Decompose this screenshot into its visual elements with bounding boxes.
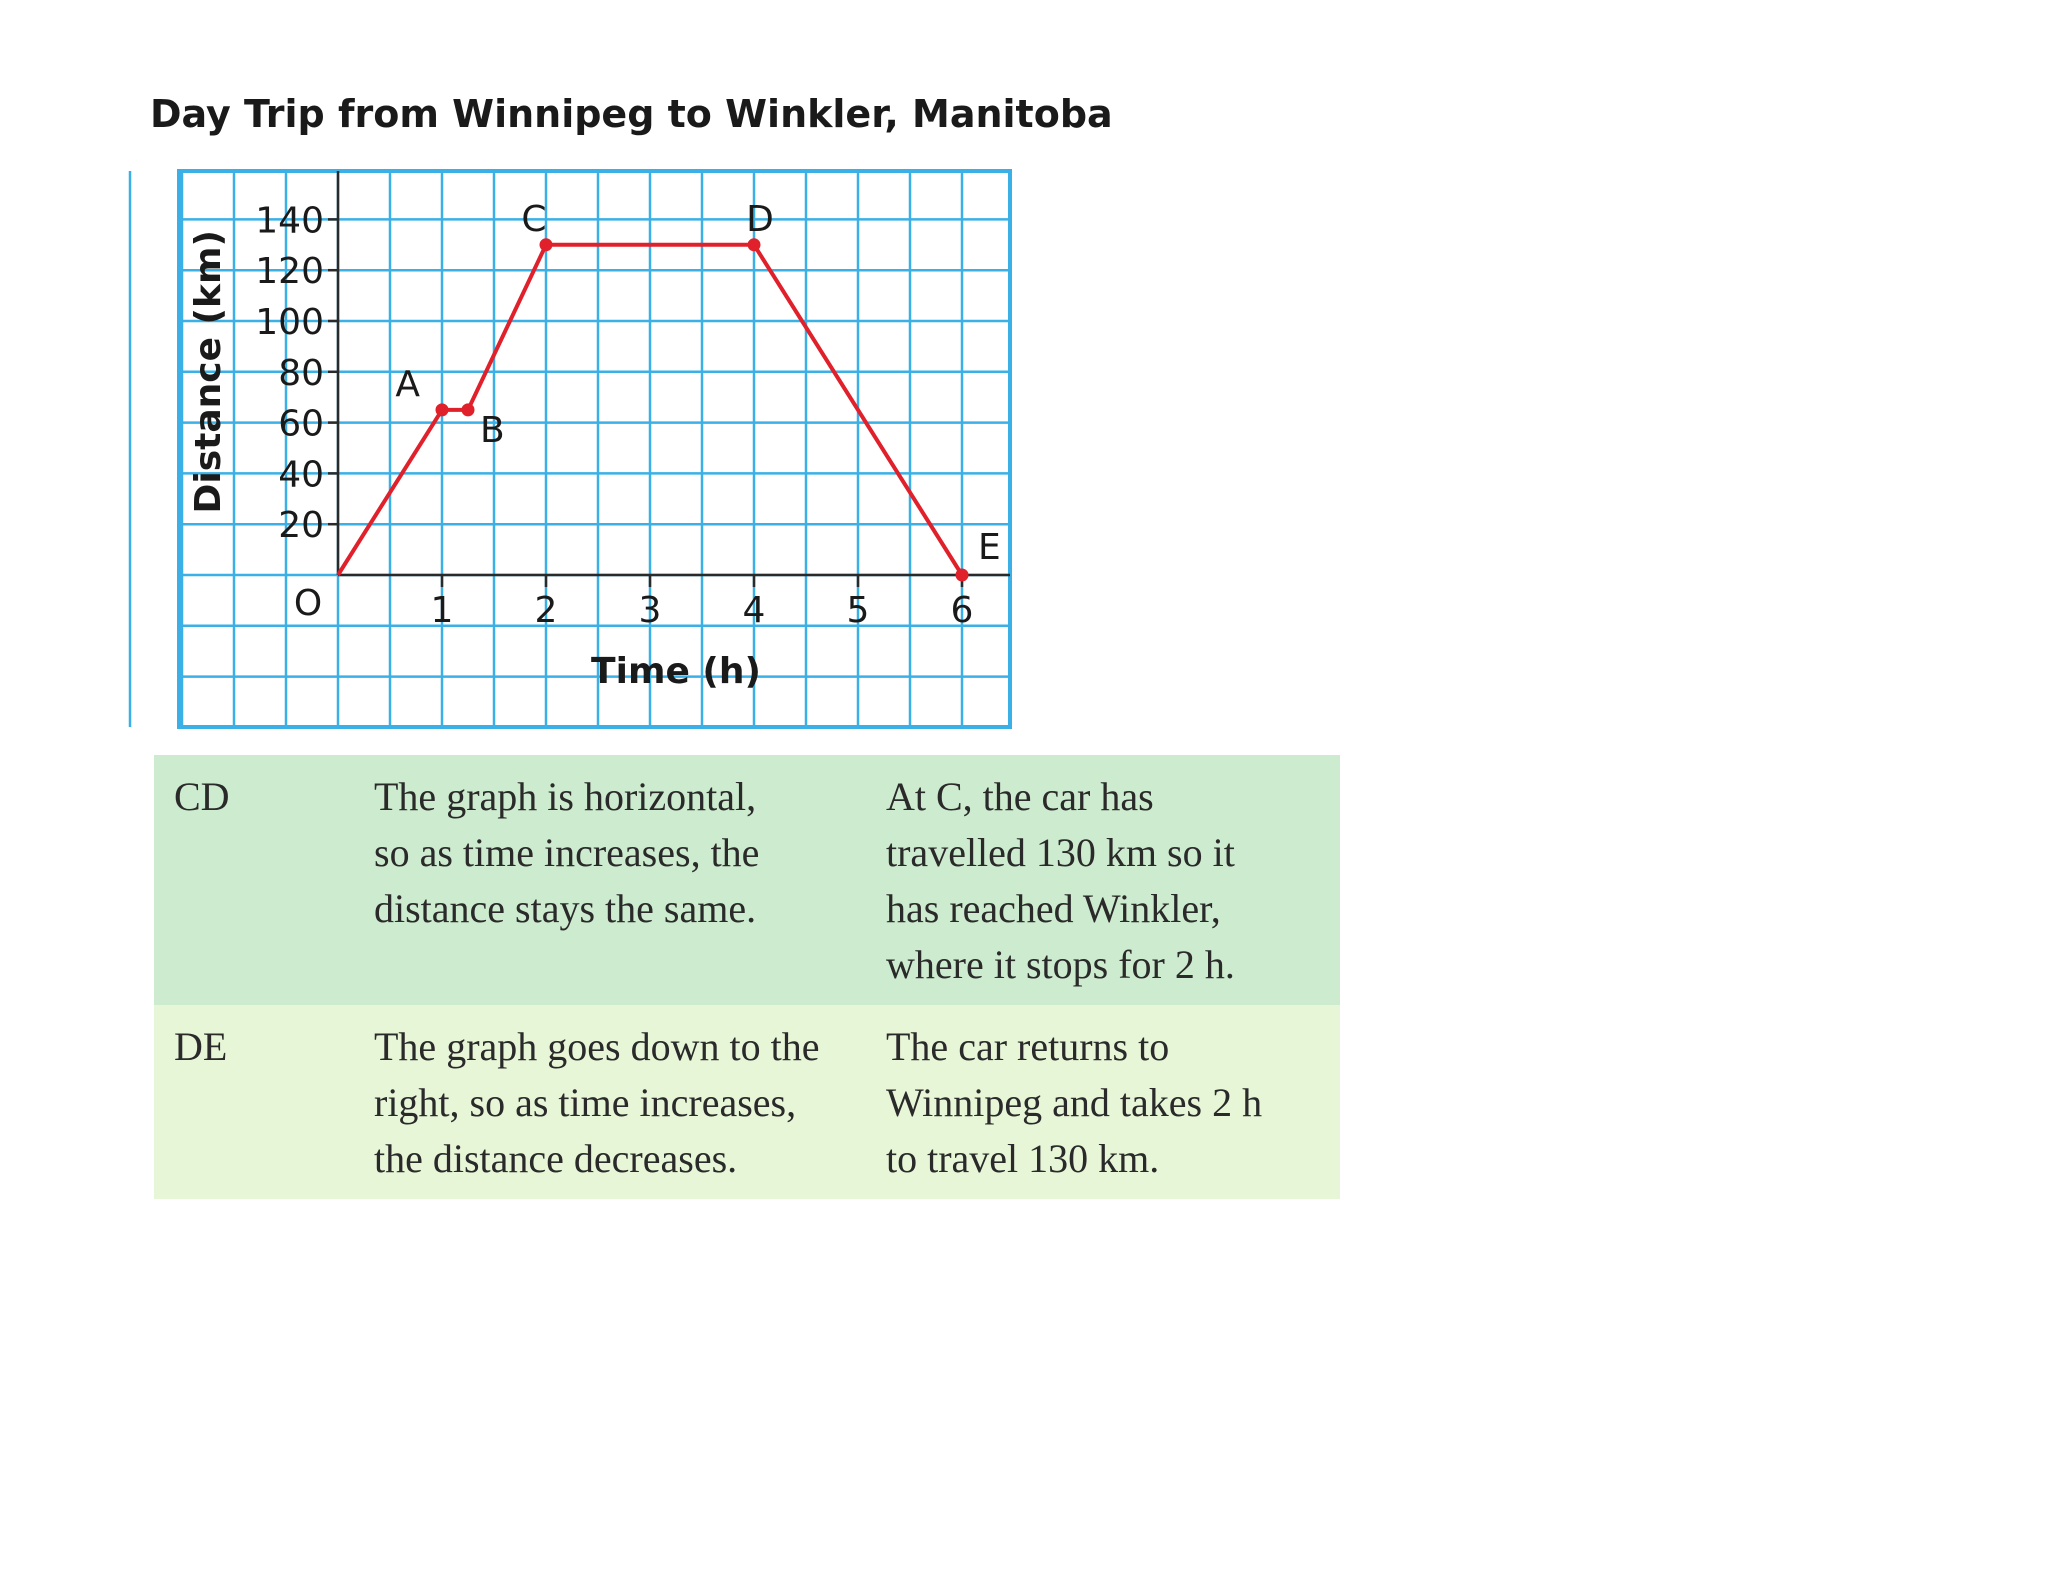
y-axis-label: Distance (km)	[188, 230, 229, 514]
description-line: The graph goes down to the	[374, 1024, 820, 1069]
explanation-line: The car returns to	[886, 1024, 1170, 1069]
x-tick-label: 4	[742, 590, 766, 631]
point-label-b: B	[480, 409, 505, 451]
description-line: the distance decreases.	[374, 1136, 738, 1181]
point-c	[540, 238, 553, 251]
point-b	[462, 403, 475, 416]
table-row	[154, 755, 1340, 1005]
point-a	[436, 403, 449, 416]
y-tick-label: 120	[255, 251, 324, 293]
description-line: right, so as time increases,	[374, 1080, 797, 1125]
description-cell	[374, 1019, 886, 1187]
segment-cell: DE	[174, 1024, 228, 1069]
point-d	[748, 238, 761, 251]
x-tick-label: 3	[638, 590, 662, 631]
explanation-line: At C, the car has	[886, 774, 1154, 819]
description-cell	[374, 769, 886, 993]
series	[338, 238, 969, 581]
table-row	[154, 1005, 1340, 1199]
point-e	[956, 569, 969, 582]
point-label-e: E	[978, 527, 1001, 568]
segment-cell: CD	[174, 774, 230, 819]
explanation-cell	[886, 769, 1340, 993]
explanation-line: where it stops for 2 h.	[886, 942, 1235, 987]
y-tick-label: 80	[278, 352, 324, 394]
y-tick-label: 60	[278, 403, 324, 445]
point-label-c: C	[521, 198, 547, 240]
segment-table	[154, 755, 1340, 1199]
y-tick-label: 100	[255, 302, 324, 343]
description-line: The graph is horizontal,	[374, 774, 757, 819]
x-axis-label: Time (h)	[591, 651, 761, 692]
distance-time-chart	[0, 0, 2048, 760]
explanation-line: Winnipeg and takes 2 h	[886, 1080, 1263, 1125]
origin-label: O	[293, 583, 323, 624]
y-tick-label: 140	[255, 200, 324, 242]
description-line: so as time increases, the	[374, 830, 760, 875]
point-label-a: A	[395, 363, 420, 405]
point-label-d: D	[746, 198, 774, 240]
description-line: distance stays the same.	[374, 886, 757, 931]
chart-title: Day Trip from Winnipeg to Winkler, Manitoba	[150, 92, 1113, 136]
explanation-line: has reached Winkler,	[886, 886, 1221, 931]
y-tick-label: 20	[278, 505, 324, 547]
explanation-cell	[886, 1019, 1340, 1187]
x-tick-label: 6	[950, 590, 974, 631]
x-tick-label: 5	[846, 590, 870, 631]
explanation-line: travelled 130 km so it	[886, 830, 1235, 875]
explanation-line: to travel 130 km.	[886, 1136, 1160, 1181]
x-tick-label: 1	[430, 590, 454, 631]
y-tick-label: 40	[278, 454, 324, 496]
x-tick-label: 2	[534, 590, 558, 631]
